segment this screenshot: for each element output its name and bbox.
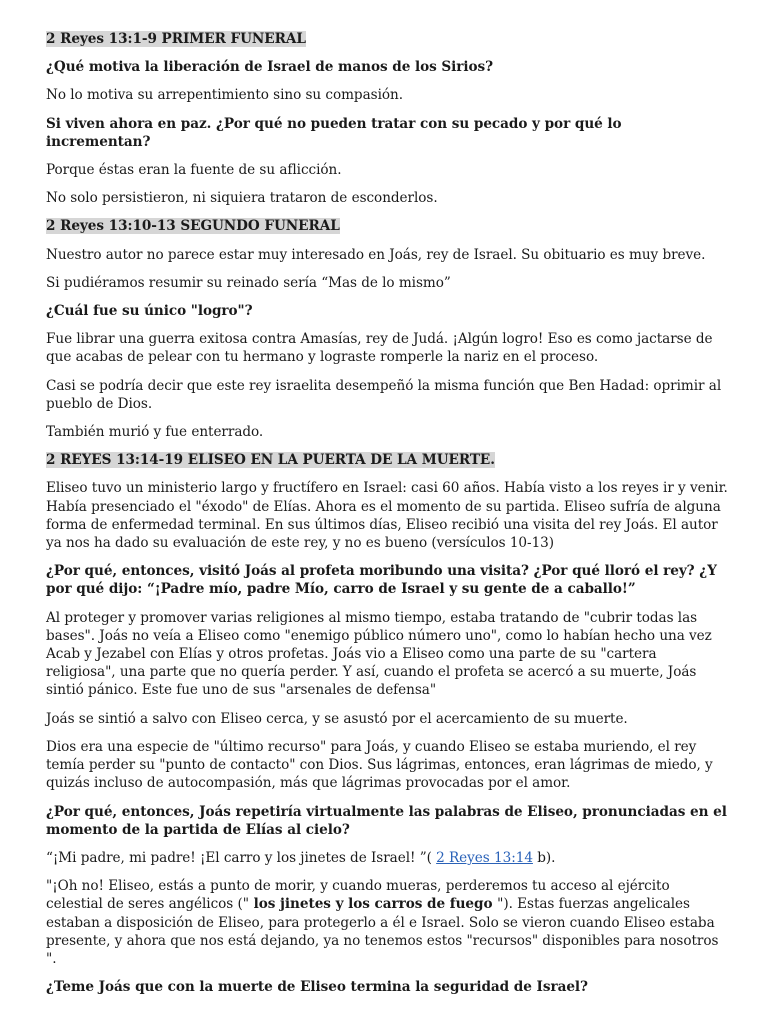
paragraph: Fue librar una guerra exitosa contra Amasías, rey de Judá. ¡Algún logro! Eso es como jactarse de que acabas de pelear con tu hermano y lograste romperle la nariz en el proceso. bbox=[46, 331, 713, 366]
paragraph bbox=[46, 877, 728, 968]
section-heading bbox=[46, 30, 728, 48]
question: Si viven ahora en paz. ¿Por qué no pueden tratar con su pecado y por qué lo incrementan? bbox=[46, 115, 622, 150]
question: ¿Teme Joás que con la muerte de Eliseo termina la seguridad de Israel? bbox=[46, 979, 588, 996]
paragraph: Si pudiéramos resumir su reinado sería “Mas de lo mismo” bbox=[46, 274, 451, 291]
question: ¿Cuál fue su único "logro"? bbox=[46, 303, 253, 320]
section-heading bbox=[46, 451, 728, 469]
paragraph: Casi se podría decir que este rey israelita desempeñó la misma función que Ben Hadad: oprimir al pueblo de Dios. bbox=[46, 377, 722, 412]
paragraph-bold-part: los jinetes y los carros de fuego bbox=[248, 896, 498, 913]
quote-text: “¡Mi padre, mi padre! ¡El carro y los jinetes de Israel! ”( bbox=[46, 849, 437, 866]
scripture-link[interactable]: 2 Reyes 13:14 bbox=[436, 849, 533, 866]
heading-highlight: 2 Reyes 13:10-13 SEGUNDO FUNERAL bbox=[46, 218, 340, 235]
question: ¿Por qué, entonces, visitó Joás al profeta moribundo una visita? ¿Por qué lloró el rey? ¿Y por qué dijo: “¡Padre mío, padre Mío, carro de Israel y su gente de a caballo!” bbox=[46, 563, 717, 598]
heading-highlight: 2 REYES 13:14-19 ELISEO EN LA PUERTA DE LA MUERTE. bbox=[46, 452, 495, 469]
paragraph: Al proteger y promover varias religiones al mismo tiempo, estaba tratando de "cubrir todas las bases". Joás no veía a Eliseo como "enemigo público número uno", como lo habían hecho una vez Acab y Jezabel con Elías y otros profetas. Joás vio a Eliseo como una parte de su "cartera religiosa", una parte que no quería perder. Y así, cuando el profeta se acercó a su muerte, Joás sintió pánico. Este fue uno de sus "arsenales de defensa" bbox=[46, 609, 712, 699]
paragraph: También murió y fue enterrado. bbox=[46, 424, 264, 441]
paragraph-part: "). Estas fuerzas angelicales estaban a disposición de Eliseo, para protegerlo a él e Israel. Solo se vieron cuando Eliseo estaba presente, y ahora que nos está dejando, ya no tenemos estos "recursos" disponibles para nosotros ". bbox=[46, 896, 719, 967]
paragraph: Nuestro autor no parece estar muy interesado en Joás, rey de Israel. Su obituario es muy breve. bbox=[46, 246, 706, 263]
paragraph: Joás se sintió a salvo con Eliseo cerca, y se asustó por el acercamiento de su muerte. bbox=[46, 710, 628, 727]
paragraph: Eliseo tuvo un ministerio largo y fructífero en Israel: casi 60 años. Había visto a los reyes ir y venir. Había presenciado el "éxodo" de Elías. Ahora es el momento de su partida. Eliseo sufría de alguna forma de enfermedad terminal. En sus últimos días, Eliseo recibió una visita del rey Joás. El autor ya nos ha dado su evaluación de este rey, y no es bueno (versículos 10-13) bbox=[46, 480, 728, 552]
heading-highlight: 2 Reyes 13:1-9 PRIMER FUNERAL bbox=[46, 31, 306, 47]
question: ¿Por qué, entonces, Joás repetiría virtualmente las palabras de Eliseo, pronunciadas en el momento de la partida de Elías al cielo? bbox=[46, 803, 727, 838]
paragraph: Porque éstas eran la fuente de su aflicción. bbox=[46, 162, 342, 179]
paragraph: Dios era una especie de "último recurso" para Joás, y cuando Eliseo se estaba muriendo, el rey temía perder su "punto de contacto" con Dios. Sus lágrimas, entonces, eran lágrimas de miedo, y quizás incluso de autocompasión, más que lágrimas provocadas por el amor. bbox=[46, 738, 713, 792]
paragraph-part: "¡Oh no! Eliseo, estás a punto de morir, y cuando mueras, perderemos tu acceso al ejército celestial de seres angélicos (" bbox=[46, 878, 670, 913]
paragraph: No lo motiva su arrepentimiento sino su compasión. bbox=[46, 87, 403, 104]
section-heading bbox=[46, 217, 728, 235]
quote-suffix: b). bbox=[532, 849, 556, 866]
paragraph: No solo persistieron, ni siquiera trataron de esconderlos. bbox=[46, 190, 438, 207]
question: ¿Qué motiva la liberación de Israel de manos de los Sirios? bbox=[46, 59, 494, 76]
quote-paragraph bbox=[46, 849, 728, 867]
